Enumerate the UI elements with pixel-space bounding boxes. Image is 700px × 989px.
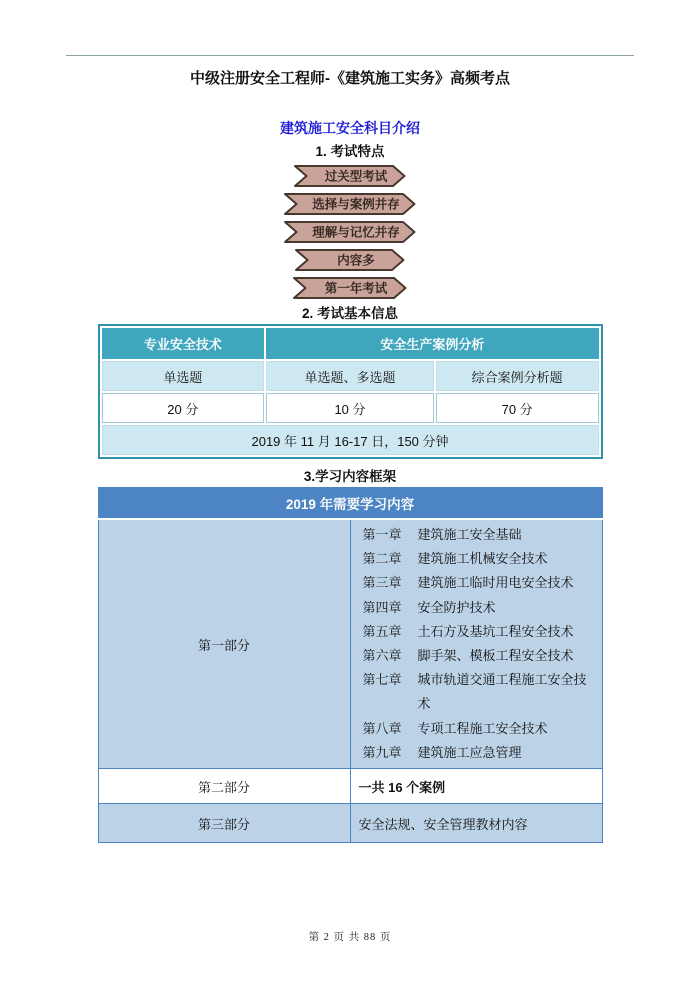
chapter-number: 第六章 <box>362 648 402 664</box>
chapter-item <box>359 741 594 765</box>
cell-score-3: 70 分 <box>436 393 599 423</box>
part3-label: 第三部分 <box>98 804 350 843</box>
chapter-number: 第七章 <box>362 672 402 688</box>
chapter-title: 专项工程施工安全技术 <box>417 720 548 736</box>
banner-label: 第一年考试 <box>324 281 388 296</box>
chapter-title: 土石方及基坑工程安全技术 <box>417 623 574 639</box>
table-row-part1 <box>98 519 602 769</box>
cell-exam-date: 2019 年 11 月 16-17 日，150 分钟 <box>102 425 599 455</box>
table-row-question-types <box>102 361 599 391</box>
chevron-banner-icon <box>293 277 407 299</box>
chapter-number: 第三章 <box>362 575 402 591</box>
banner-label: 选择与案例并存 <box>312 197 400 212</box>
part2-label: 第二部分 <box>98 769 350 804</box>
part3-content: 安全法规、安全管理教材内容 <box>350 804 602 843</box>
chapter-number: 第九章 <box>362 744 402 760</box>
cell-type-3: 综合案例分析题 <box>436 361 599 391</box>
chapter-title: 城市轨道交通工程施工安全技术 <box>417 672 587 712</box>
header-cell-subject1: 专业安全技术 <box>102 328 265 359</box>
chapter-item <box>359 523 594 547</box>
section-1-heading: 1. 考试特点 <box>315 144 385 159</box>
chapter-item <box>359 547 594 571</box>
table-header-row <box>98 488 602 520</box>
chevron-banner-icon <box>295 249 405 271</box>
chapter-item <box>359 596 594 620</box>
subject-intro-heading: 建筑施工安全科目介绍 <box>280 120 420 136</box>
chapter-title: 建筑施工临时用电安全技术 <box>417 575 574 591</box>
chapter-item <box>359 571 594 595</box>
header-cell-study: 2019 年需要学习内容 <box>98 488 602 520</box>
section-3-heading: 3.学习内容框架 <box>303 469 397 484</box>
banner-label: 内容多 <box>337 253 375 268</box>
exam-info-table <box>98 324 603 459</box>
table-row-scores <box>102 393 599 423</box>
banner-label: 过关型考试 <box>324 169 388 184</box>
header-rule <box>66 55 634 56</box>
chapter-item <box>359 644 594 668</box>
chapter-item <box>359 620 594 644</box>
part2-content: 一共 16 个案例 <box>350 769 602 804</box>
cell-type-2: 单选题、多选题 <box>266 361 434 391</box>
chapter-item <box>359 717 594 741</box>
chapter-title: 脚手架、模板工程安全技术 <box>417 648 574 664</box>
table-header-row <box>102 328 599 359</box>
chapter-title: 安全防护技术 <box>417 599 496 615</box>
exam-features-list <box>0 165 700 299</box>
part1-chapter-list <box>350 519 602 769</box>
part1-label: 第一部分 <box>98 519 350 769</box>
study-content-table <box>98 487 603 843</box>
chapter-title: 建筑施工应急管理 <box>417 744 522 760</box>
page-number: 第 2 页 共 88 页 <box>308 932 392 943</box>
cell-score-2: 10 分 <box>266 393 434 423</box>
chapter-title: 建筑施工机械安全技术 <box>417 551 548 567</box>
chapter-number: 第四章 <box>362 599 402 615</box>
chapter-number: 第五章 <box>362 623 402 639</box>
section-2-heading: 2. 考试基本信息 <box>301 306 398 321</box>
table-row-part2 <box>98 769 602 804</box>
chapter-number: 第二章 <box>362 551 402 567</box>
cell-type-1: 单选题 <box>102 361 265 391</box>
table-row-part3 <box>98 804 602 843</box>
chapter-title: 建筑施工安全基础 <box>417 527 522 542</box>
table-row-exam-date <box>102 425 599 455</box>
chapter-number: 第八章 <box>362 720 402 736</box>
chevron-banner-icon <box>284 193 416 215</box>
header-cell-subject2: 安全生产案例分析 <box>266 328 598 359</box>
chapter-number: 第一章 <box>362 527 402 542</box>
banner-label: 理解与记忆并存 <box>312 225 400 240</box>
chevron-banner-icon <box>284 221 416 243</box>
doc-title: 中级注册安全工程师-《建筑施工实务》高频考点 <box>190 70 510 87</box>
cell-score-1: 20 分 <box>102 393 265 423</box>
chapter-item <box>359 668 594 716</box>
chevron-banner-icon <box>294 165 406 187</box>
